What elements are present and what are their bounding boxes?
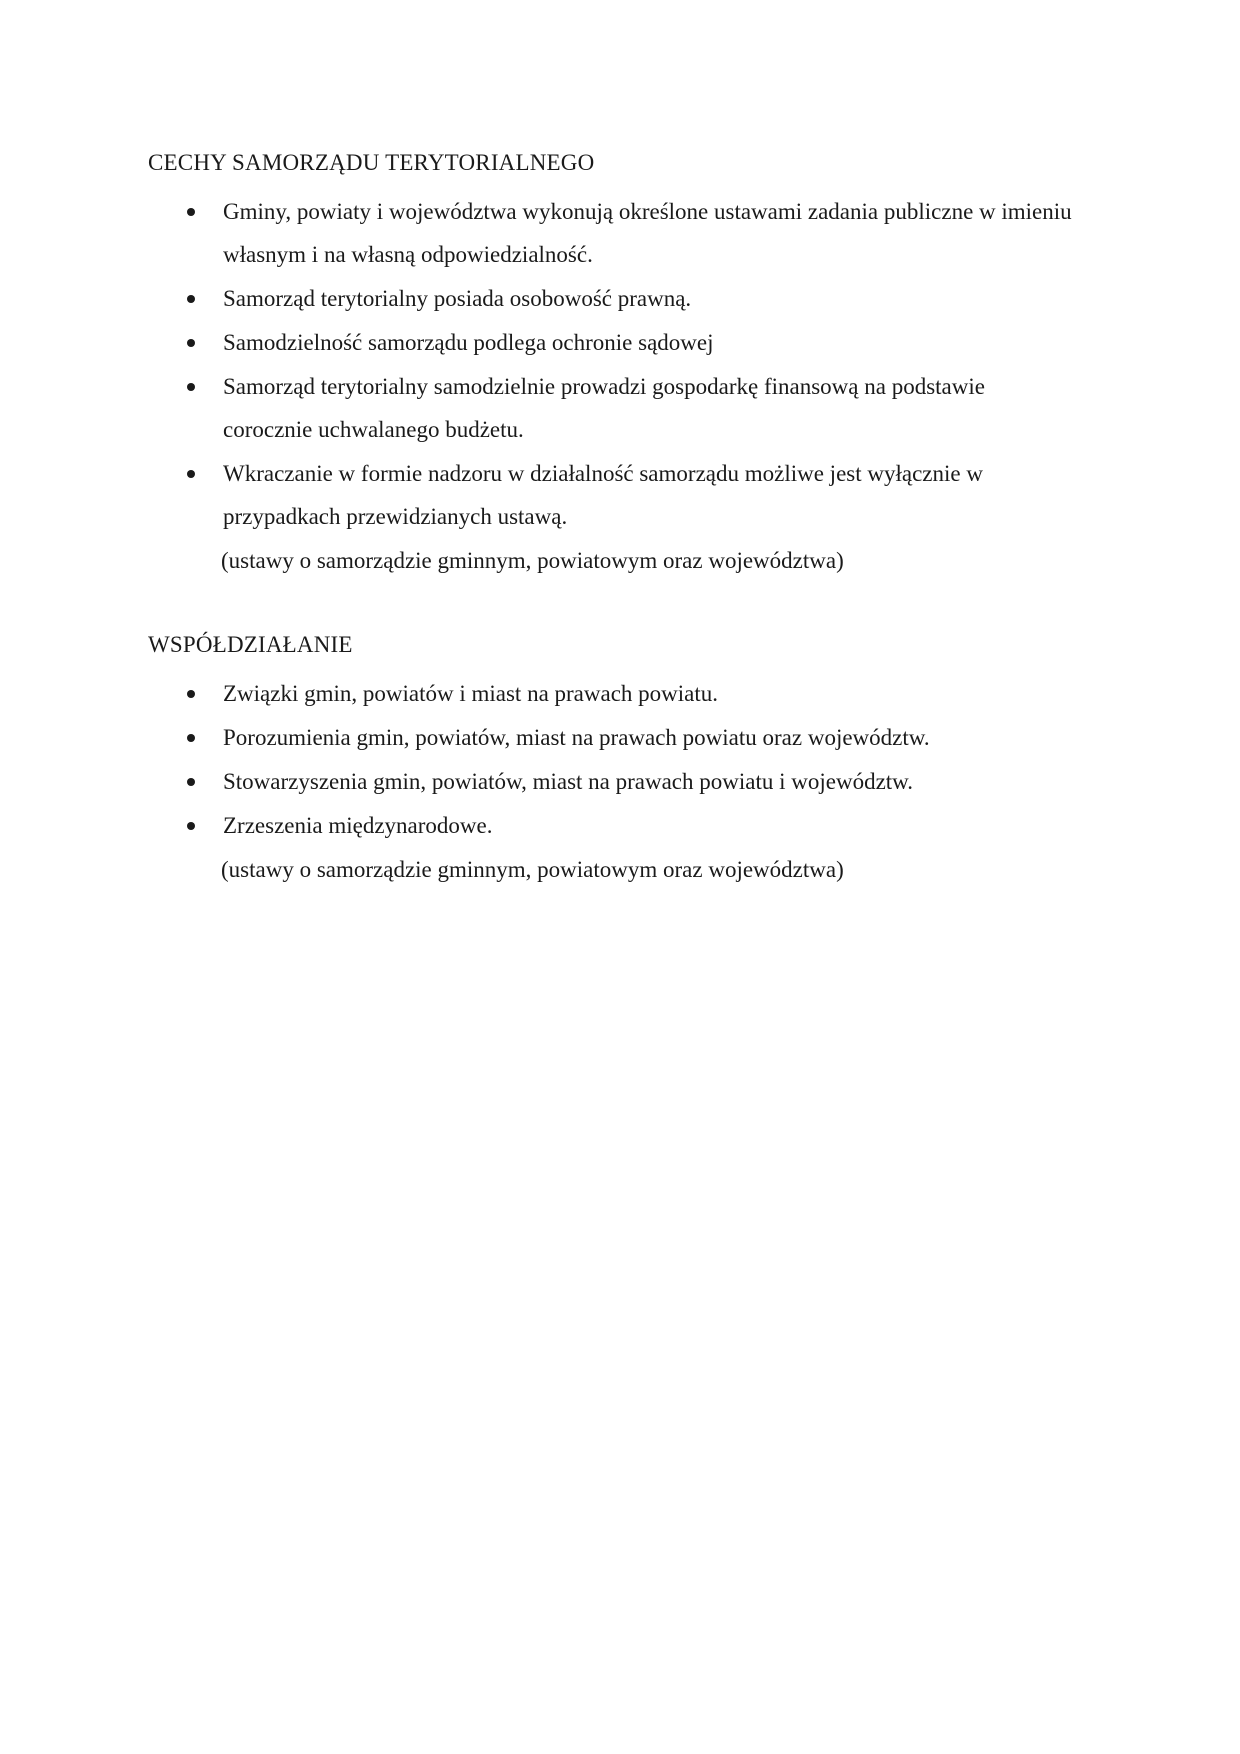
list-item-text: Samorząd terytorialny posiada osobowość prawną. — [223, 286, 692, 311]
list-item-text: Gminy, powiaty i województwa wykonują określone ustawami zadania publiczne w imieniu własnym i na własną odpowiedzialność. — [223, 199, 1072, 267]
bullet-icon — [187, 734, 195, 742]
list-item-text: Stowarzyszenia gmin, powiatów, miast na prawach powiatu i województw. — [223, 769, 914, 794]
bullet-icon — [187, 470, 195, 478]
list-item — [148, 277, 1078, 320]
bullet-icon — [187, 690, 195, 698]
source-note: (ustawy o samorządzie gminnym, powiatowym oraz województwa) — [221, 548, 844, 573]
list-item — [148, 804, 1078, 847]
bullet-icon — [187, 383, 195, 391]
list-item — [148, 365, 1078, 451]
list-item — [148, 760, 1078, 803]
bullet-icon — [187, 822, 195, 830]
list-item — [148, 321, 1078, 364]
section-wspoldzialanie — [148, 628, 1078, 891]
list-item-text: Wkraczanie w formie nadzoru w działalność samorządu możliwe jest wyłącznie w przypadkach przewidzianych ustawą. — [223, 461, 983, 529]
section-cechy-samorzadu — [148, 146, 1078, 582]
list-item-text: Samorząd terytorialny samodzielnie prowadzi gospodarkę finansową na podstawie corocznie uchwalanego budżetu. — [223, 374, 985, 442]
list-item-text: Porozumienia gmin, powiatów, miast na prawach powiatu oraz województw. — [223, 725, 930, 750]
source-note: (ustawy o samorządzie gminnym, powiatowym oraz województwa) — [221, 857, 844, 882]
section-heading: CECHY SAMORZĄDU TERYTORIALNEGO — [148, 150, 595, 175]
list-item-text: Zrzeszenia międzynarodowe. — [223, 813, 493, 838]
bullet-list — [148, 672, 1078, 847]
bullet-icon — [187, 295, 195, 303]
section-heading: WSPÓŁDZIAŁANIE — [148, 632, 353, 657]
bullet-icon — [187, 208, 195, 216]
list-item-text: Związki gmin, powiatów i miast na prawach powiatu. — [223, 681, 719, 706]
list-item — [148, 672, 1078, 715]
list-item — [148, 452, 1078, 538]
list-item — [148, 716, 1078, 759]
bullet-list — [148, 190, 1078, 538]
list-item-text: Samodzielność samorządu podlega ochronie sądowej — [223, 330, 714, 355]
list-item — [148, 190, 1078, 276]
bullet-icon — [187, 339, 195, 347]
bullet-icon — [187, 778, 195, 786]
